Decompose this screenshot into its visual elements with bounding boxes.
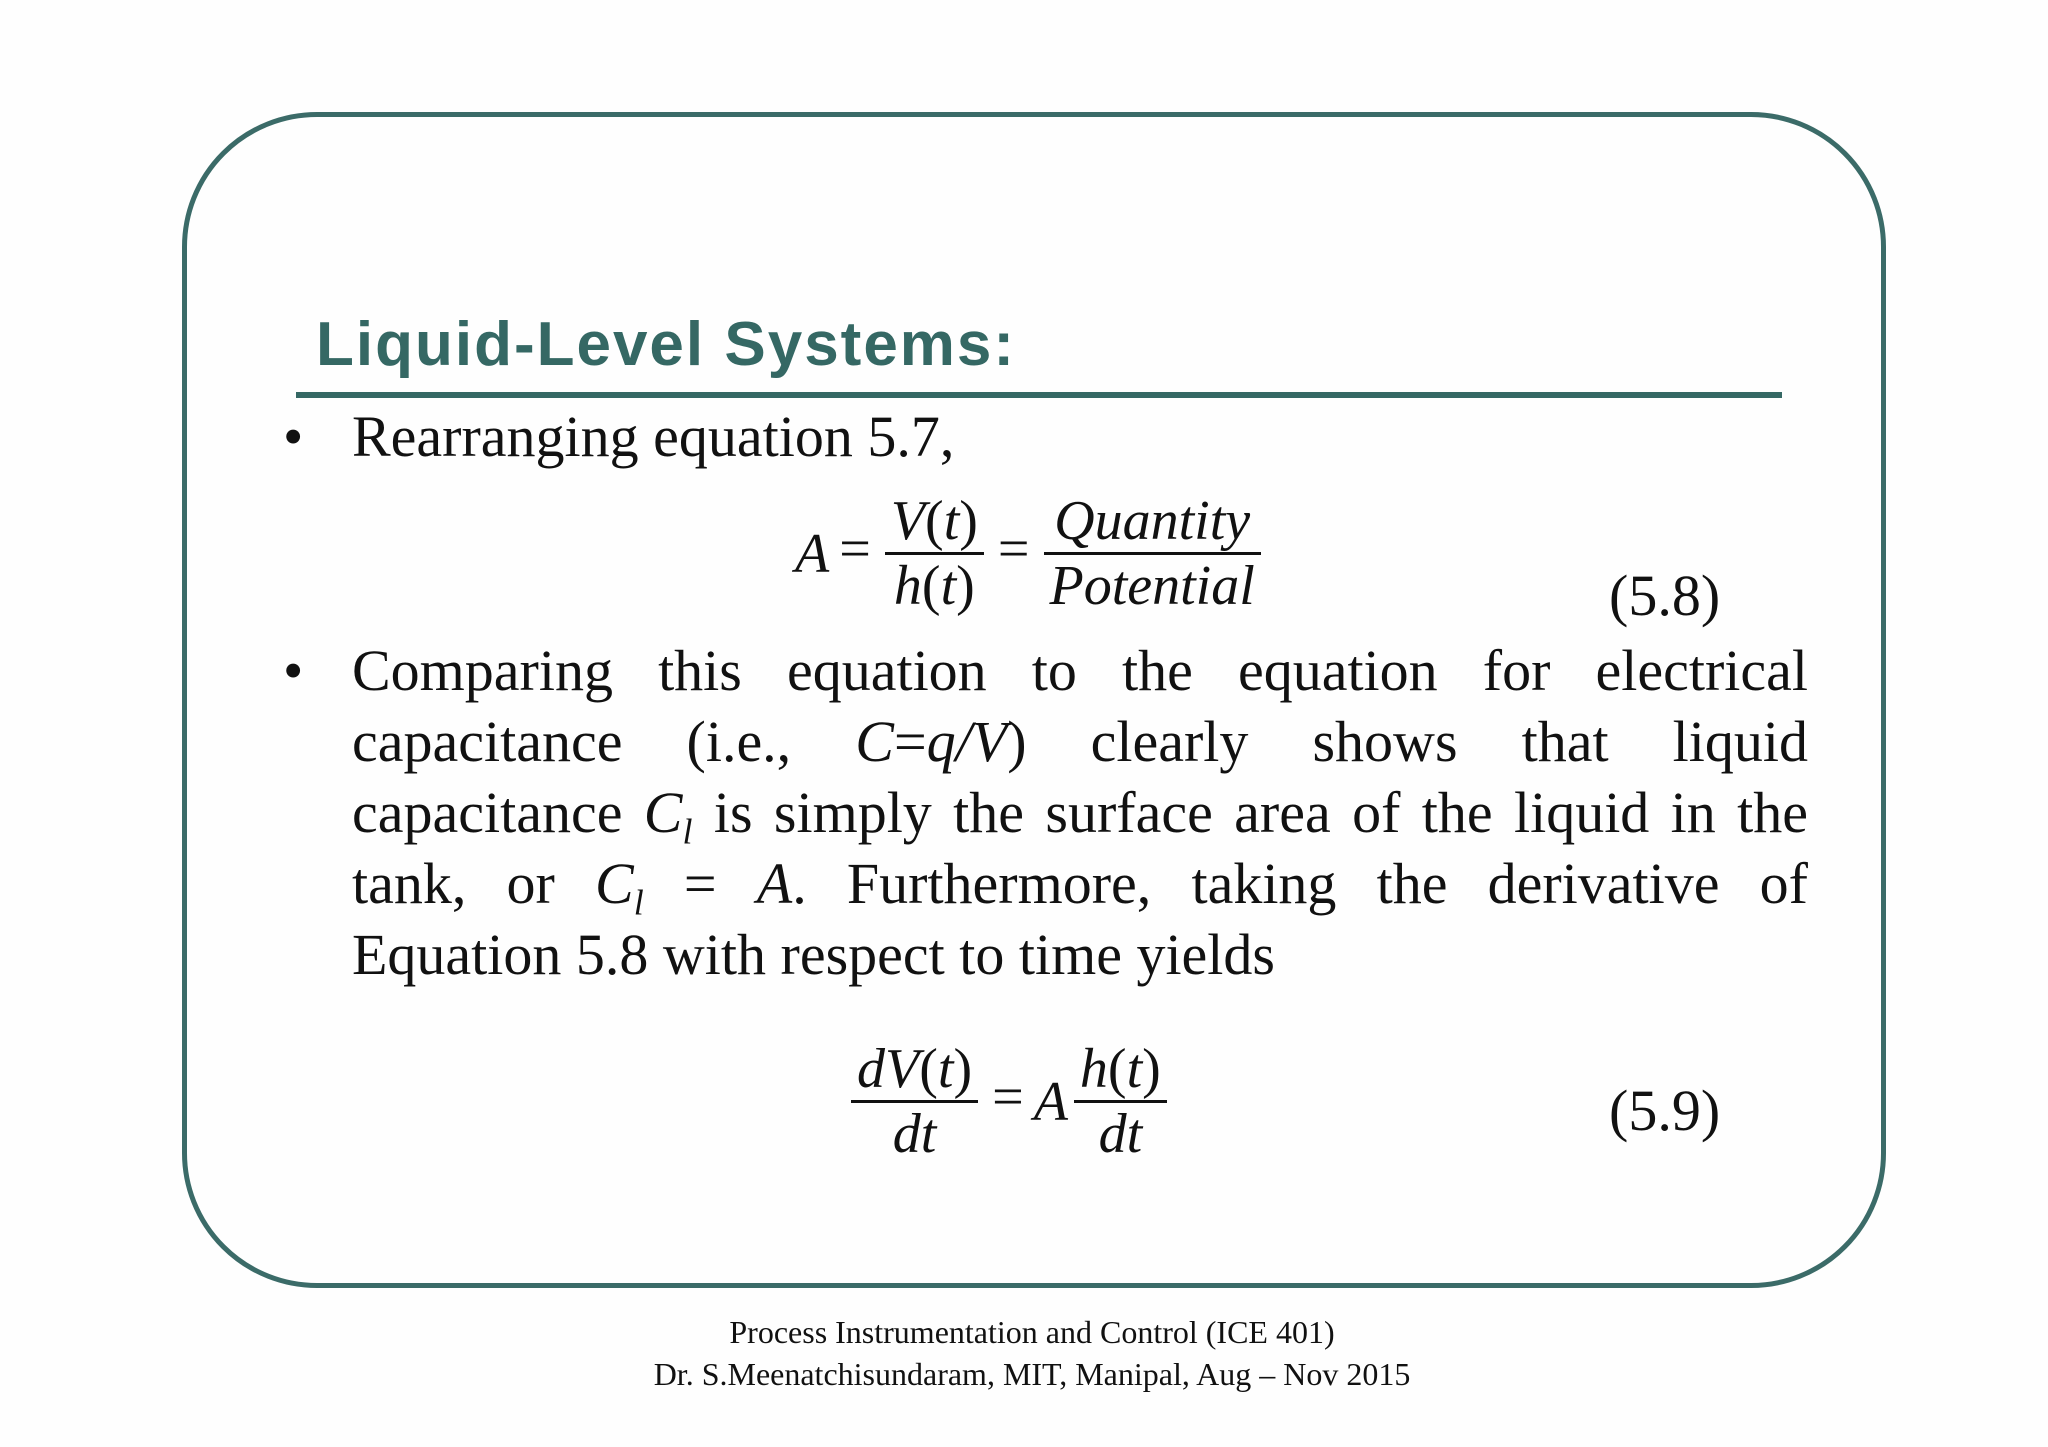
paren: ) <box>956 555 975 617</box>
math-variable: t <box>940 555 957 617</box>
numerator <box>885 490 984 552</box>
text-run: ) clearly shows that liquid <box>1007 709 1808 774</box>
fraction-dv-dt <box>851 1038 978 1165</box>
math-subscript: l <box>682 811 693 852</box>
math-variable: t <box>1126 1038 1143 1100</box>
text-run: tank, or <box>352 851 596 916</box>
fraction-quantity-over-potential <box>1044 490 1261 617</box>
math-variable: dV <box>857 1038 920 1100</box>
math-variable: A <box>1033 1070 1068 1133</box>
bullet-1-text: Rearranging equation 5.7, <box>352 404 955 469</box>
math-subscript: l <box>633 882 644 923</box>
slash: / <box>955 709 972 774</box>
paren: ( <box>921 555 941 617</box>
paren: ( <box>1107 1038 1127 1100</box>
paren: ( <box>919 1038 938 1100</box>
fraction-dh-dt <box>1074 1038 1167 1165</box>
bullet-marker: • <box>283 404 304 469</box>
text-run: is simply the surface area of the liquid in the <box>692 780 1808 845</box>
paragraph-line-3 <box>352 777 1808 852</box>
fraction-volume-over-height <box>885 490 984 617</box>
equation-number-5-9: (5.9) <box>1609 1078 1721 1143</box>
math-variable: h <box>1079 1038 1108 1100</box>
math-variable: A <box>795 522 830 585</box>
math-variable: h <box>893 555 922 617</box>
equals-sign: = <box>839 517 871 580</box>
equation-5-9 <box>847 1038 1171 1165</box>
text-run: capacitance <box>352 780 644 845</box>
math-variable: A <box>756 851 793 916</box>
denominator: dt <box>892 1103 937 1165</box>
paren: ) <box>959 490 978 552</box>
equals-sign: = <box>893 709 927 774</box>
paragraph-line-2 <box>352 706 1808 777</box>
text-run: Equation 5.8 with respect to time yields <box>352 922 1275 987</box>
text-run: Comparing this equation to the equation for electrical <box>352 638 1808 703</box>
math-variable: C <box>855 709 894 774</box>
math-variable: V <box>971 709 1008 774</box>
numerator <box>1074 1038 1167 1100</box>
paren: ( <box>925 490 944 552</box>
equals-sign: = <box>643 851 757 916</box>
equation-5-8 <box>795 490 1265 617</box>
denominator: Potential <box>1049 555 1255 617</box>
slide-footer <box>532 1311 1532 1395</box>
course-title: Process Instrumentation and Control (ICE 401) <box>729 1314 1335 1350</box>
math-variable: q <box>926 709 956 774</box>
equals-sign: = <box>997 517 1030 580</box>
paragraph-line-1 <box>352 635 1808 706</box>
equation-number-5-8: (5.8) <box>1609 563 1721 628</box>
slide-title: Liquid-Level Systems: <box>316 310 1017 379</box>
math-variable: C <box>643 780 683 845</box>
numerator <box>851 1038 978 1100</box>
equals-sign: = <box>992 1065 1024 1128</box>
bullet-marker: • <box>283 638 304 703</box>
paren: ) <box>1142 1038 1161 1100</box>
text-run: . Furthermore, taking the derivative of <box>792 851 1808 916</box>
paren: ) <box>953 1038 973 1100</box>
paragraph-line-5 <box>352 919 1808 990</box>
author-credit: Dr. S.Meenatchisundaram, MIT, Manipal, Aug – Nov 2015 <box>653 1356 1411 1392</box>
bullet-2-paragraph <box>352 635 1808 990</box>
numerator: Quantity <box>1054 490 1251 552</box>
math-variable: V <box>890 490 926 552</box>
title-underline <box>296 392 1782 398</box>
denominator: dt <box>1098 1103 1143 1165</box>
text-run: capacitance (i.e., <box>352 709 856 774</box>
paragraph-line-4 <box>352 848 1808 923</box>
math-variable: t <box>943 490 960 552</box>
math-variable: t <box>937 1038 954 1100</box>
math-variable: C <box>595 851 634 916</box>
denominator <box>888 555 981 617</box>
